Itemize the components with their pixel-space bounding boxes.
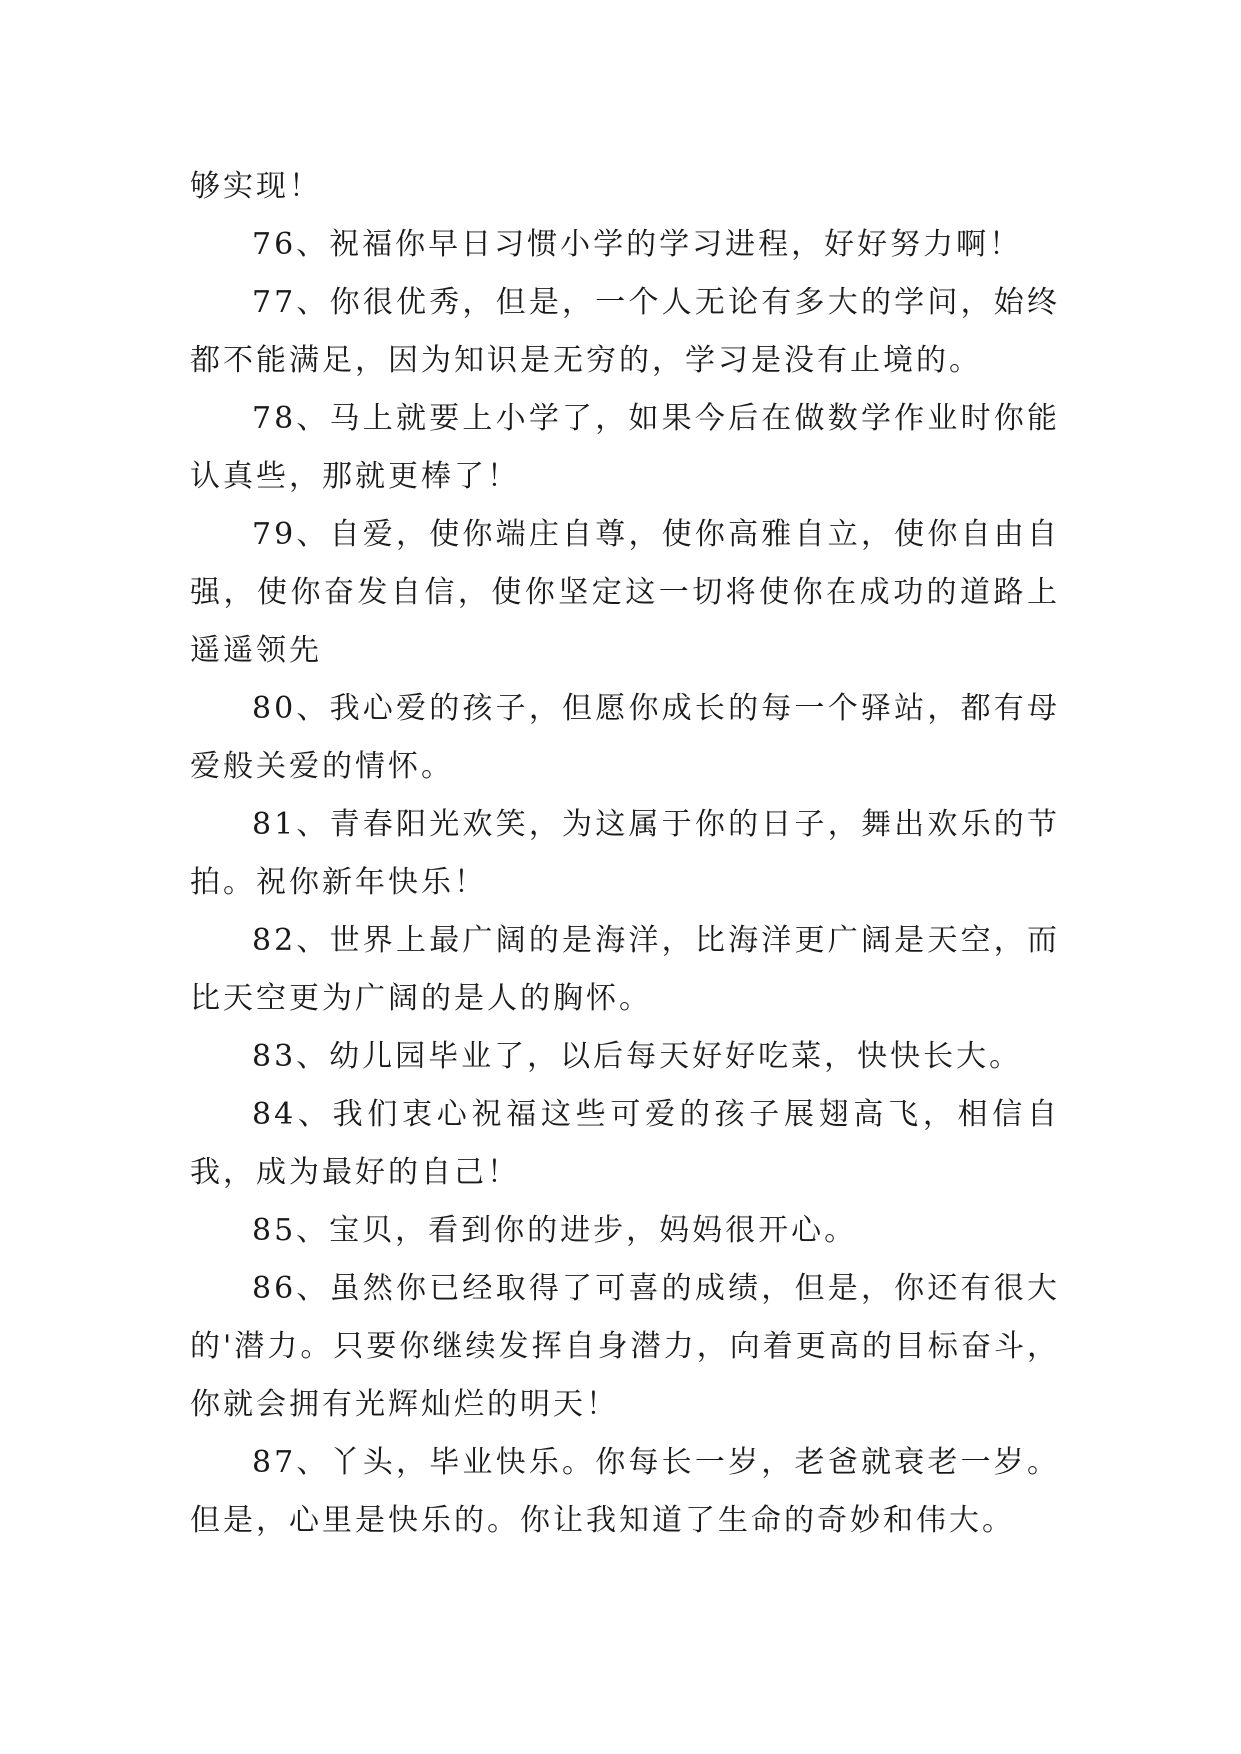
paragraph-79: 79、自爱，使你端庄自尊，使你高雅自立，使你自由自强，使你奋发自信，使你坚定这一切将使你在成功的道路上遥遥领先: [190, 517, 1060, 668]
paragraph-86: 86、虽然你已经取得了可喜的成绩，但是，你还有很大的'潜力。只要你继续发挥自身潜力，向着更高的目标奋斗，你就会拥有光辉灿烂的明天！: [190, 1271, 1060, 1422]
paragraph-85: 85、宝贝，看到你的进步，妈妈很开心。: [252, 1213, 858, 1248]
paragraph-continuation: 够实现！: [190, 169, 322, 204]
paragraph-81: 81、青春阳光欢笑，为这属于你的日子，舞出欢乐的节拍。祝你新年快乐！: [190, 807, 1060, 900]
paragraph-77: 77、你很优秀，但是，一个人无论有多大的学问，始终都不能满足，因为知识是无穷的，学习是没有止境的。: [190, 285, 1060, 378]
document-body: [190, 158, 1060, 1550]
paragraph-82: 82、世界上最广阔的是海洋，比海洋更广阔是天空，而比天空更为广阔的是人的胸怀。: [190, 923, 1060, 1016]
paragraph-78: 78、马上就要上小学了，如果今后在做数学作业时你能认真些，那就更棒了！: [190, 401, 1060, 494]
paragraph-84: 84、我们衷心祝福这些可爱的孩子展翅高飞，相信自我，成为最好的自己！: [190, 1097, 1060, 1190]
paragraph-83: 83、幼儿园毕业了，以后每天好好吃菜，快快长大。: [252, 1039, 1023, 1074]
paragraph-76: 76、祝福你早日习惯小学的学习进程，好好努力啊！: [252, 227, 1023, 262]
paragraph-87: 87、丫头，毕业快乐。你每长一岁，老爸就衰老一岁。但是，心里是快乐的。你让我知道了生命的奇妙和伟大。: [190, 1445, 1060, 1538]
paragraph-80: 80、我心爱的孩子，但愿你成长的每一个驿站，都有母爱般关爱的情怀。: [190, 691, 1060, 784]
